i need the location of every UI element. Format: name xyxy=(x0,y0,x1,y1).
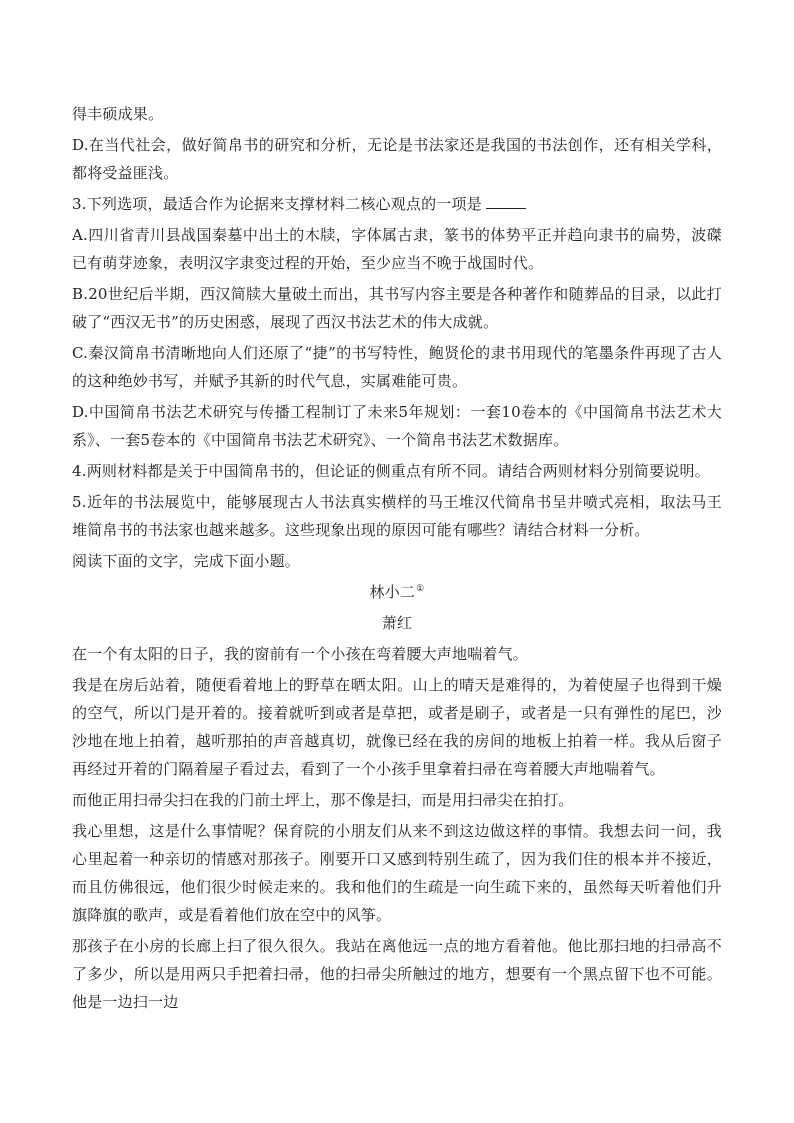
story-paragraph: 我心里想，这是什么事情呢？保育院的小朋友们从来不到这边做这样的事情。我想去问一问，我心里起着一种亲切的情感对那孩子。刚要开口又感到特别生疏了，因为我们住的根本并不接近，而且仿佛很远，他们很少时候走来的。我和他们的生疏是一向生疏下来的，虽然每天听着他们升旗降旗的歌声，或是看着他们放在空中的风筝。 xyxy=(72,822,722,924)
story-paragraph: 那孩子在小房的长廊上扫了很久很久。我站在离他远一点的地方看着他。他比那扫地的扫帚高不了多少，所以是用两只手把着扫帚，他的扫帚尖所触过的地方，想要有一个黑点留下也不可能。他是一边扫一边 xyxy=(72,937,722,1011)
answer-blank xyxy=(486,194,526,209)
question-5: 5.近年的书法展览中，能够展现古人书法真实横样的马王堆汉代简帛书呈井喷式亮相，取法马王堆简帛书的书法家也越来越多。这些现象出现的原因可能有哪些？请结合材料一分析。 xyxy=(72,493,722,539)
story-author: 萧红 xyxy=(381,614,413,632)
question-3-option-d: D.中国简帛书法艺术研究与传播工程制订了未来5年规划：一套10卷本的《中国简帛书法艺术大系》、一套5卷本的《中国简帛书法艺术研究》、一个简帛书法艺术数据库。 xyxy=(72,403,722,449)
story-paragraph: 而他正用扫帚尖扫在我的门前土坪上，那不像是扫，而是用扫帚尖在拍打。 xyxy=(72,791,574,809)
story-title-text: 林小二 xyxy=(369,583,416,601)
option-c-tail: 得丰硕成果。 xyxy=(72,105,164,123)
reading-instruction: 阅读下面的文字，完成下面小题。 xyxy=(72,552,301,570)
question-3-option-c: C.秦汉简帛书清晰地向人们还原了“捷”的书写特性，鲍贤伦的隶书用现代的笔墨条件再现了古人的这种绝妙书写，并赋予其新的时代气息，实属难能可贵。 xyxy=(72,344,722,390)
question-3-option-a: A.四川省青川县战国秦墓中出土的木牍，字体属古隶，篆书的体势平正并趋向隶书的扁势，波磔已有萌芽迹象，表明汉字隶变过程的开始，至少应当不晚于战国时代。 xyxy=(72,226,722,272)
story-title xyxy=(72,578,722,606)
story-paragraph: 在一个有太阳的日子，我的窗前有一个小孩在弯着腰大声地喘着气。 xyxy=(72,645,529,663)
title-footnote-mark: ① xyxy=(416,584,425,594)
question-3-stem xyxy=(72,190,722,218)
question-3-option-b: B.20世纪后半期，西汉简牍大量破土而出，其书写内容主要是各种著作和随葬品的目录，以此打破了“西汉无书”的历史困惑，展现了西汉书法艺术的伟大成就。 xyxy=(72,285,722,331)
question-4: 4.两则材料都是关于中国简帛书的，但论证的侧重点有所不同。请结合两则材料分别简要说明。 xyxy=(72,462,710,480)
story-paragraph: 我是在房后站着，随便看着地上的野草在晒太阳。山上的晴天是难得的，为着使屋子也得到干燥的空气，所以门是开着的。接着就听到或者是草把，或者是刷子，或者是一只有弹性的尾巴，沙沙地在地上拍着，越听那拍的声音越真切，就像已经在我的房间的地板上拍着一样。我从后窗子再经过开着的门隔着屋子看过去，看到了一个小孩手里拿着扫帚在弯着腰大声地喘着气。 xyxy=(72,676,722,778)
document-page xyxy=(72,100,722,1016)
question-3-stem-text: 3.下列选项，最适合作为论据来支撑材料二核心观点的一项是 xyxy=(72,195,482,213)
option-d-material-two: D.在当代社会，做好简帛书的研究和分析，无论是书法家还是我国的书法创作，还有相关学科，都将受益匪浅。 xyxy=(72,136,722,182)
